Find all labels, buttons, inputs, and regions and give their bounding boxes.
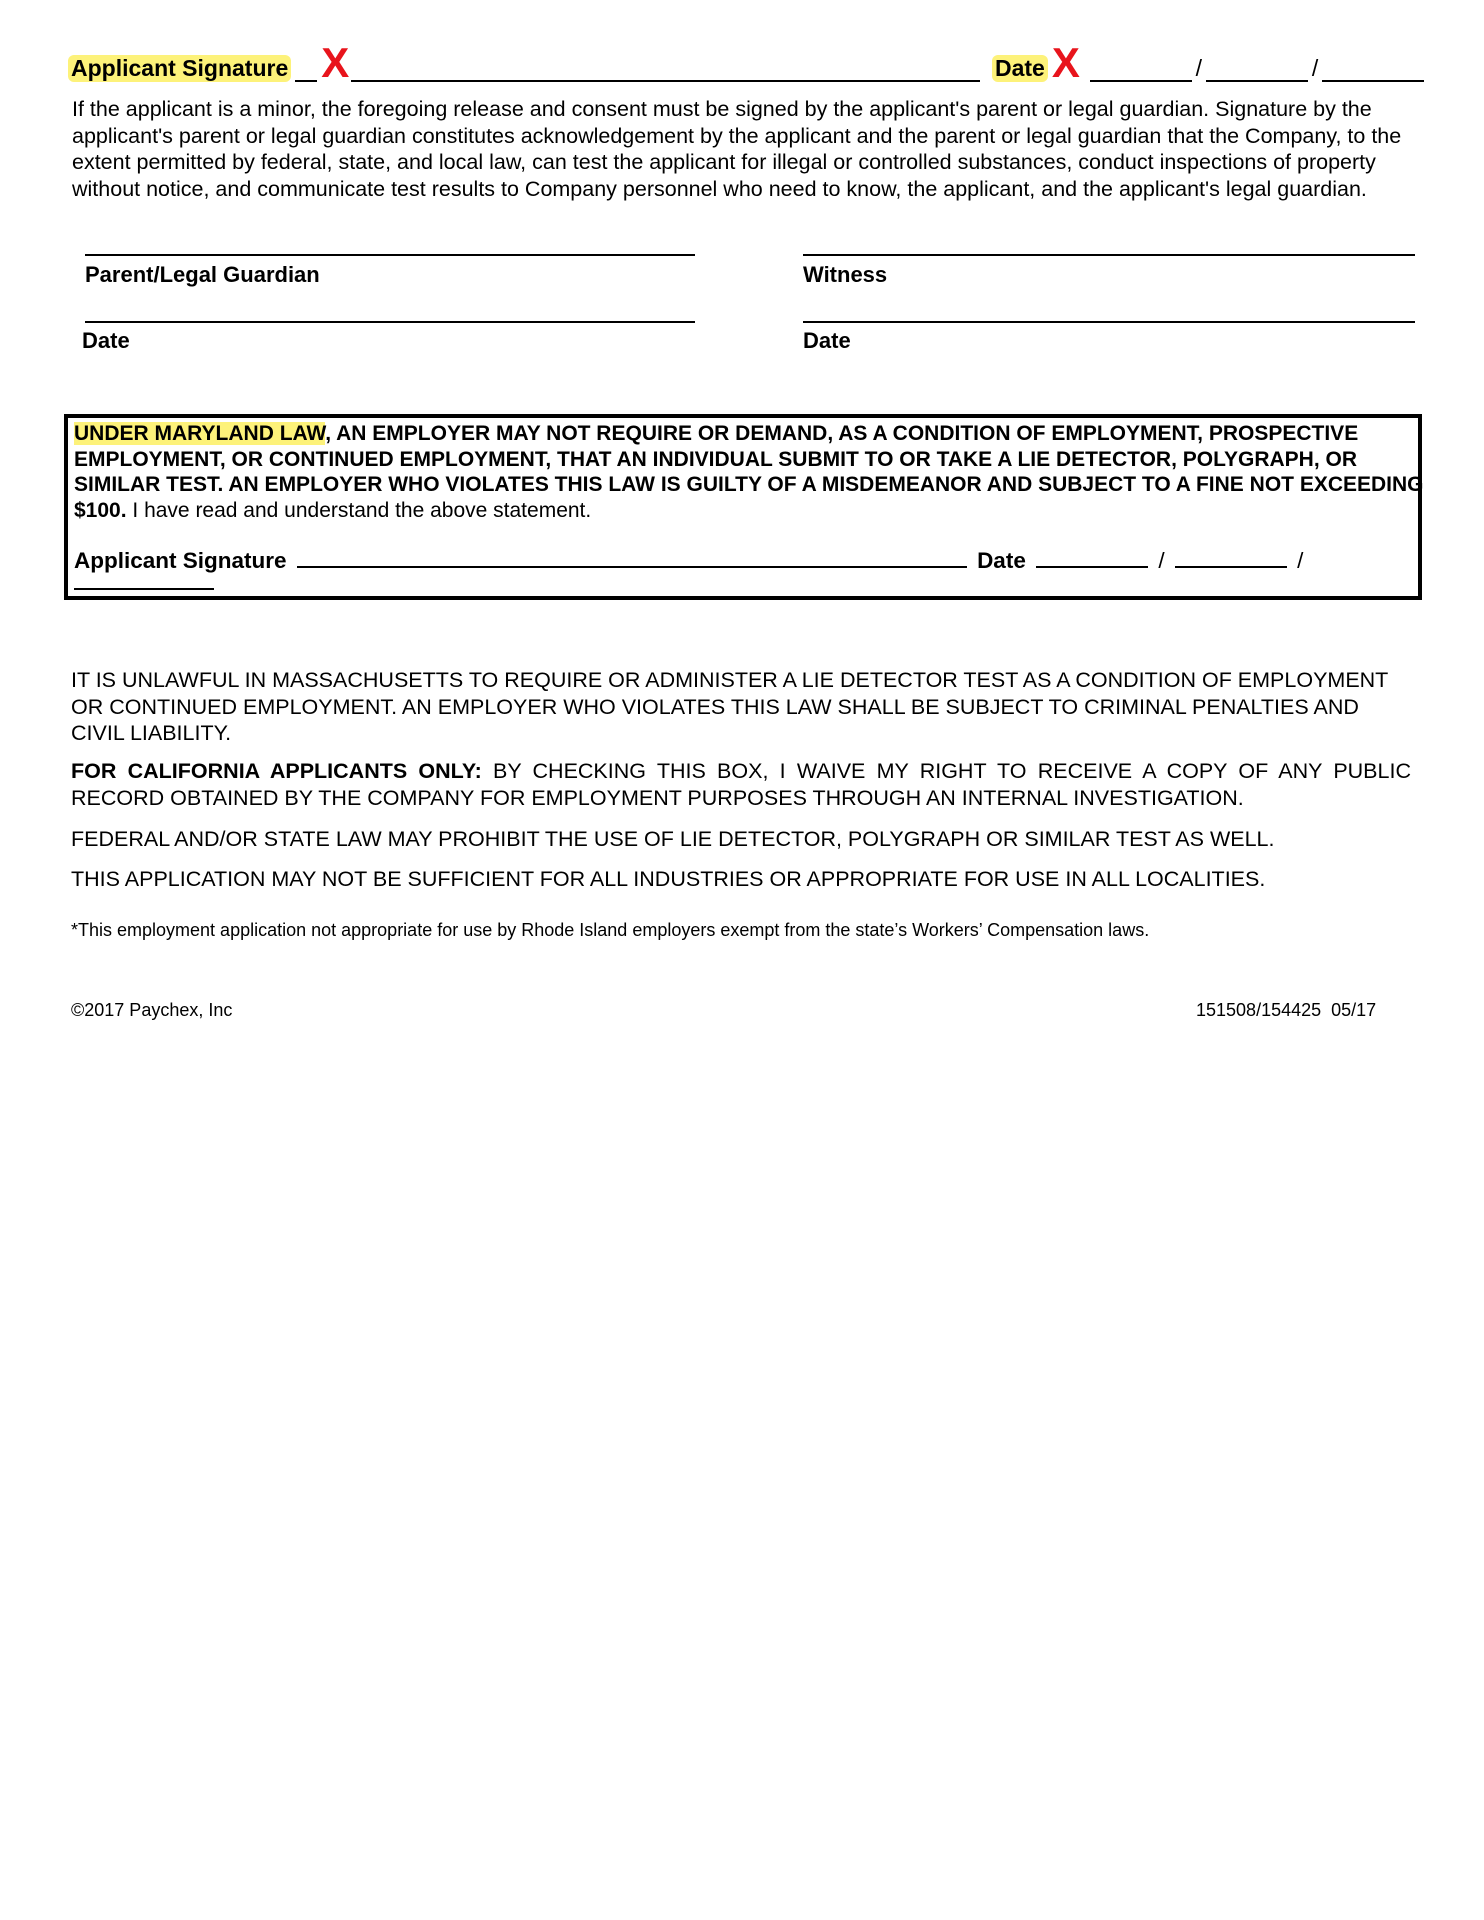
rhode-island-note: *This employment application not appropriate for use by Rhode Island employers exempt from the state’s Workers’ Compensation laws. (71, 920, 1150, 940)
california-label: FOR CALIFORNIA APPLICANTS ONLY: (71, 759, 482, 783)
california-notice (71, 758, 1411, 811)
maryland-highlight: UNDER MARYLAND LAW (74, 422, 326, 445)
form-number: 151508/154425 05/17 (1196, 1000, 1377, 1020)
witness-date-line[interactable] (803, 321, 1415, 323)
signature-line-lead (295, 62, 317, 82)
parent-guardian-label: Parent/Legal Guardian (85, 262, 320, 287)
parent-guardian-date-line[interactable] (85, 321, 695, 323)
maryland-date-label: Date (977, 548, 1026, 573)
maryland-signature-field[interactable] (297, 548, 967, 568)
maryland-law-box (64, 414, 1422, 600)
signature-x-mark: X (321, 39, 350, 86)
date-slash: / (1158, 548, 1165, 573)
parent-guardian-signature-line[interactable] (85, 254, 695, 256)
maryland-bold-text: , AN EMPLOYER MAY NOT REQUIRE OR DEMAND, AS A CONDITION OF EMPLOYMENT, PROSPECTIVE EMPLOYMENT, OR CONTINUED EMPLOYMENT, THAT AN INDIVIDUAL SUBMIT TO OR TAKE A LIE DETECTOR, POLYGRAPH, OR SIMILAR TEST. AN EMPLOYER WHO VIOLATES THIS LAW IS GUILTY OF A MISDEMEANOR AND SUBJECT TO A FINE NOT EXCEEDING $100. (74, 422, 1424, 522)
parent-guardian-date-label: Date (82, 328, 130, 353)
date-month-field[interactable] (1090, 62, 1192, 82)
applicant-signature-label: Applicant Signature (68, 55, 291, 82)
date-slash: / (1195, 55, 1203, 81)
minor-consent-paragraph: If the applicant is a minor, the foregoing release and consent must be signed by the applicant's parent or legal guardian. Signature by the applicant's parent or legal guardian constitutes acknowledgement by the applicant and the parent or legal guardian that the Company, to the extent permitted by federal, state, and local law, can test the applicant for illegal or controlled substances, conduct inspections of property without notice, and communicate test results to Company personnel who need to know, the applicant, and the applicant's legal guardian. (72, 97, 1402, 201)
maryland-signature-row (74, 548, 1414, 574)
date-year-field[interactable] (1322, 62, 1424, 82)
date-slash: / (1311, 55, 1319, 81)
maryland-acknowledge-text: I have read and understand the above statement. (126, 498, 592, 522)
maryland-signature-label: Applicant Signature (74, 548, 287, 573)
witness-date-label: Date (803, 328, 851, 353)
date-slash: / (1297, 548, 1304, 573)
maryland-date-month-field[interactable] (1036, 548, 1148, 568)
federal-notice: FEDERAL AND/OR STATE LAW MAY PROHIBIT THE USE OF LIE DETECTOR, POLYGRAPH OR SIMILAR TEST AS WELL. (71, 827, 1275, 851)
applicant-signature-field[interactable] (351, 62, 980, 82)
california-text: BY CHECKING THIS BOX, I WAIVE MY RIGHT TO RECEIVE A COPY OF ANY PUBLIC RECORD OBTAINED BY THE COMPANY FOR EMPLOYMENT PURPOSES THROUGH AN INTERNAL INVESTIGATION. (71, 759, 1411, 810)
top-signature-row (68, 38, 1428, 86)
sufficiency-notice: THIS APPLICATION MAY NOT BE SUFFICIENT FOR ALL INDUSTRIES OR APPROPRIATE FOR USE IN ALL LOCALITIES. (71, 867, 1266, 891)
date-x-mark: X (1051, 39, 1080, 86)
date-day-field[interactable] (1206, 62, 1308, 82)
maryland-date-day-field[interactable] (1175, 548, 1287, 568)
date-label: Date (992, 55, 1048, 82)
witness-label: Witness (803, 262, 888, 287)
maryland-date-year-field[interactable] (74, 588, 214, 590)
witness-signature-line[interactable] (803, 254, 1415, 256)
maryland-statement (74, 421, 1424, 523)
massachusetts-notice: IT IS UNLAWFUL IN MASSACHUSETTS TO REQUIRE OR ADMINISTER A LIE DETECTOR TEST AS A CONDITION OF EMPLOYMENT OR CONTINUED EMPLOYMENT. AN EMPLOYER WHO VIOLATES THIS LAW SHALL BE SUBJECT TO CRIMINAL PENALTIES AND CIVIL LIABILITY. (71, 668, 1388, 745)
copyright: ©2017 Paychex, Inc (71, 1000, 233, 1020)
